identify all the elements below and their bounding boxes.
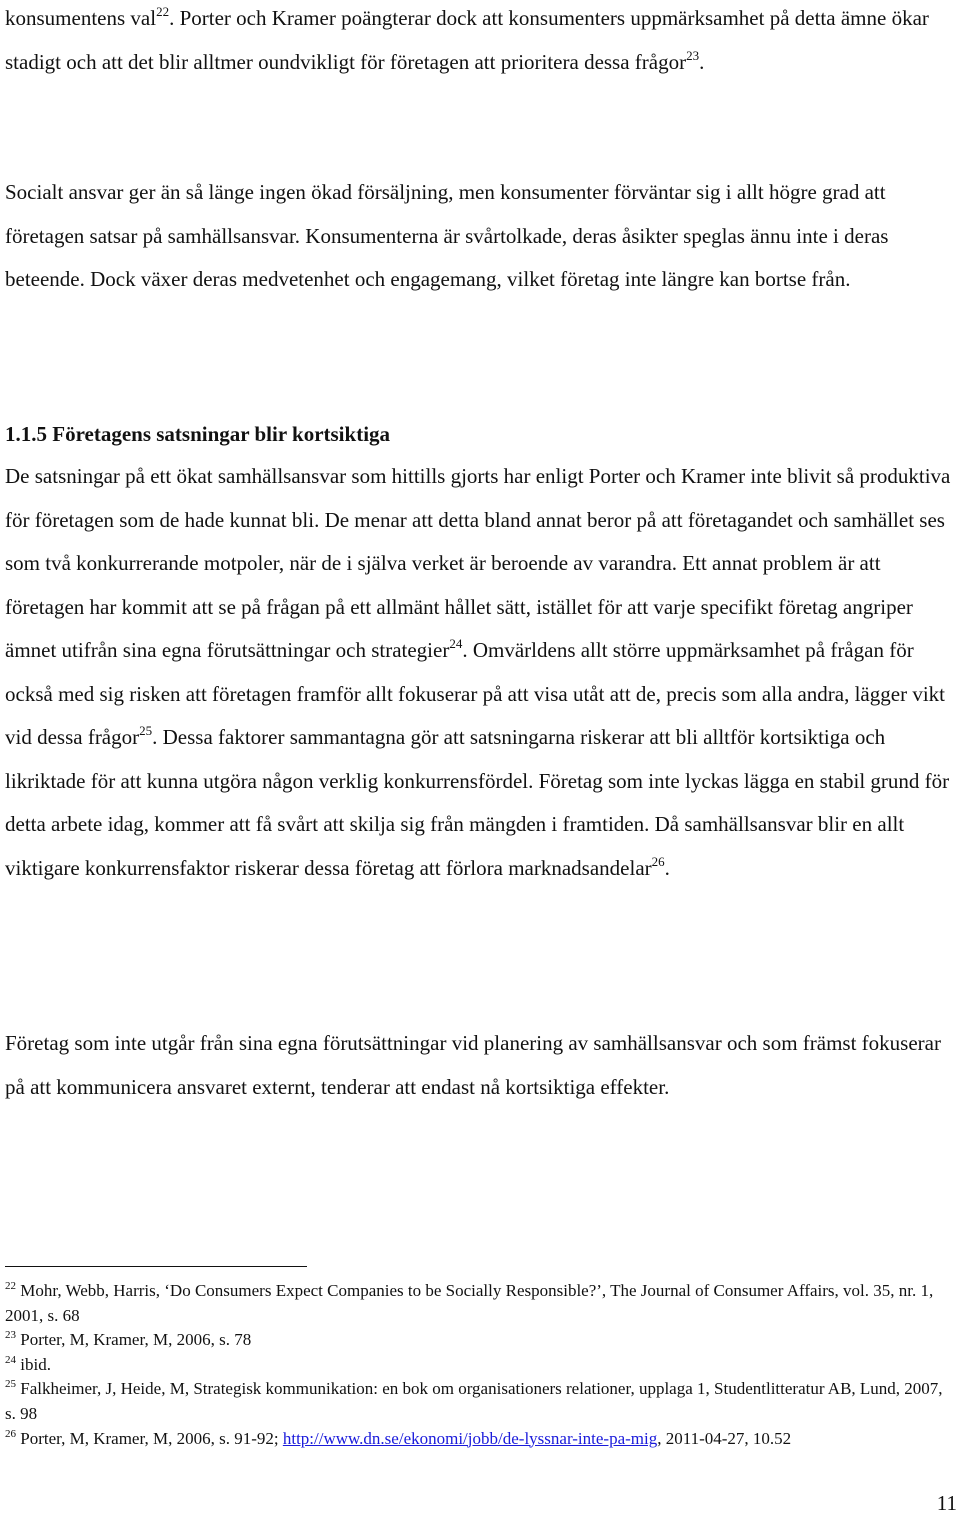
- footnote-number: 26: [5, 1427, 16, 1440]
- paragraph-text: . Dessa faktorer sammantagna gör att satsningarna riskerar att bli alltför kortsiktiga och likriktade för att kunna utgöra någon verklig konkurrensfördel. Företag som inte lyckas lägga en stabil grund för detta arbete idag, kommer att få svårt att skilja sig från mängden i framtiden. Då samhällsansvar blir en allt viktigare konkurrensfaktor riskerar dessa företag att förlora marknadsandelar: [5, 725, 950, 880]
- paragraph-text: . Porter och Kramer poängterar dock att konsumenters uppmärksamhet på detta ämne ökar stadigt och att det blir alltmer oundvikligt för företagen att prioritera dessa frågor: [5, 6, 929, 74]
- footnote-25: [5, 1377, 955, 1426]
- footnote-text: Porter, M, Kramer, M, 2006, s. 91-92;: [20, 1428, 283, 1448]
- footnote-ref-23[interactable]: 23: [686, 47, 700, 63]
- footnote-text: ibid.: [20, 1354, 51, 1374]
- paragraph-text: .: [699, 49, 705, 74]
- footnote-number: 25: [5, 1378, 16, 1391]
- footnote-ref-26[interactable]: 26: [651, 853, 665, 869]
- footnote-number: 24: [5, 1353, 16, 1366]
- paragraph-consumer-attention: [5, 0, 955, 84]
- footnote-22: [5, 1279, 955, 1328]
- footnote-23: [5, 1328, 955, 1353]
- footnote-divider: [5, 1266, 307, 1267]
- paragraph-short-term-initiatives: [5, 455, 955, 890]
- page-number: 11: [936, 1491, 957, 1515]
- paragraph-text: konsumentens val: [5, 6, 157, 30]
- footnote-number: 23: [5, 1329, 16, 1342]
- footnote-ref-24[interactable]: 24: [449, 636, 463, 651]
- section-heading: 1.1.5 Företagens satsningar blir kortsiktiga: [5, 422, 391, 446]
- footnote-text: Mohr, Webb, Harris, ‘Do Consumers Expect Companies to be Socially Responsible?’, The Journal of Consumer Affairs, vol. 35, nr. 1, 2001, s. 68: [5, 1281, 934, 1325]
- footnote-ref-25[interactable]: 25: [139, 723, 153, 738]
- footnote-number: 22: [5, 1280, 16, 1292]
- paragraph-text: De satsningar på ett ökat samhällsansvar som hittills gjorts har enligt Porter och Kramer inte blivit så produktiva för företagen som de hade kunnat bli. De menar att detta bland annat beror på att företagandet och samhället ses som två konkurrerande motpoler, när de i själva verket är beroende av varandra. Ett annat problem är att företagen har kommit att se på frågan på ett allmänt hållet sätt, istället för att varje specifikt företag angriper ämnet utifrån sina egna förutsättningar och strategier: [5, 464, 951, 662]
- dn-article-link[interactable]: http://www.dn.se/ekonomi/jobb/de-lyssnar-inte-pa-mig: [282, 1428, 658, 1448]
- footnote-24: [5, 1353, 955, 1378]
- paragraph-text: .: [664, 855, 670, 880]
- footnote-ref-22[interactable]: 22: [156, 4, 170, 19]
- footnote-26: [5, 1427, 955, 1452]
- footnotes: [5, 1279, 955, 1451]
- footnote-text: , 2011-04-27, 10.52: [657, 1428, 792, 1448]
- footnote-text: Porter, M, Kramer, M, 2006, s. 78: [20, 1330, 252, 1350]
- paragraph-social-responsibility: Socialt ansvar ger än så länge ingen ökad försäljning, men konsumenter förväntar sig i allt högre grad att företagen satsar på samhällsansvar. Konsumenterna är svårtolkade, deras åsikter speglas ännu inte i deras beteende. Dock växer deras medvetenhet och engagemang, vilket företag inte längre kan bortse från.: [5, 180, 889, 291]
- paragraph-text: . Omvärldens allt större uppmärksamhet på frågan för också med sig risken att företagen framför allt fokuserar på att visa utåt att de, precis som alla andra, lägger vikt vid dessa frågor: [5, 638, 945, 749]
- paragraph-conclusion: Företag som inte utgår från sina egna förutsättningar vid planering av samhällsansvar och som främst fokuserar på att kommunicera ansvaret externt, tenderar att endast nå kortsiktiga effekter.: [5, 1031, 941, 1099]
- footnote-text: Falkheimer, J, Heide, M, Strategisk kommunikation: en bok om organisationers relationer, upplaga 1, Studentlitteratur AB, Lund, 2007, s. 98: [5, 1379, 943, 1423]
